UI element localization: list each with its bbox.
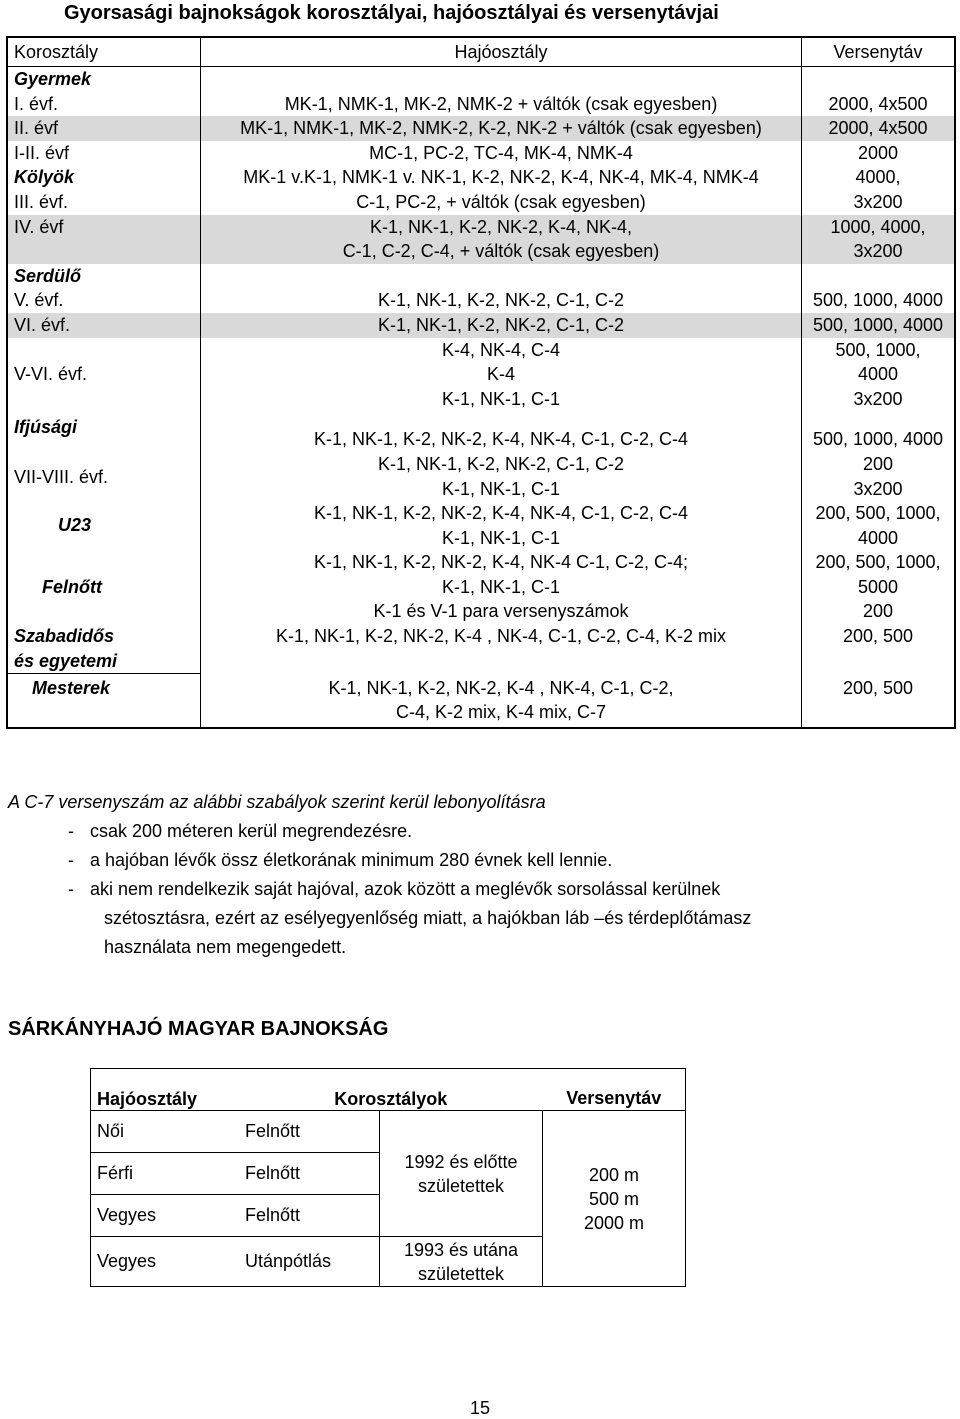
distance-line: 4000 — [857, 364, 899, 385]
boat-cell: K-1, NK-1, K-2, NK-2, K-4 , NK-4, C-1, C-2, C-4, K-2 mix — [201, 624, 802, 674]
boat-cell: MK-1, NMK-1, MK-2, NMK-2 + váltók (csak egyesben) — [201, 67, 802, 117]
distance-cell: 2000 — [857, 142, 899, 163]
birth-year-cell: 1993 és utána születettek — [380, 1237, 543, 1287]
boat-cell: MK-1, NMK-1, MK-2, NMK-2, K-2, NK-2 + váltók (csak egyesben) — [201, 116, 802, 141]
table-row — [7, 550, 955, 624]
distance-cell: 200, 500 — [842, 677, 914, 698]
table-row — [7, 313, 955, 338]
year-cell: V. évf. — [14, 290, 64, 311]
boat-class-cell: Vegyes — [91, 1195, 240, 1237]
distance-line: 3x200 — [853, 478, 903, 499]
distance-line: 500 m — [588, 1188, 640, 1209]
table-row — [7, 141, 955, 166]
boat-line: MK-1 v.K-1, NMK-1 v. NK-1, K-2, NK-2, K-4, NK-4, MK-4, NMK-4 — [243, 167, 759, 188]
distance-cell: 2000, 4x500 — [802, 116, 956, 141]
distance-line: 500, 1000, — [835, 339, 921, 360]
category-ifjusagi: Ifjúsági — [14, 417, 78, 438]
category-mesterek: Mesterek — [32, 678, 111, 699]
boat-line: K-1 és V-1 para versenyszámok — [373, 601, 629, 622]
distance-cell: 500, 1000, 4000 — [812, 290, 944, 311]
year-cell: I. évf. — [14, 93, 59, 114]
boat-cell: MC-1, PC-2, TC-4, MK-4, NMK-4 — [201, 141, 802, 166]
distance-line: 4000, — [855, 167, 901, 188]
age-class-cell: Felnőtt — [239, 1153, 380, 1195]
dash-bullet: - — [68, 850, 74, 870]
boat-class-cell: Női — [91, 1111, 240, 1153]
boat-line: K-1, NK-1, K-2, NK-2, K-4, NK-4, C-1, C-2, C-4 — [313, 429, 689, 450]
speed-championship-table — [6, 36, 956, 729]
list-item: - a hajóban lévők össz életkorának minimum 280 évnek kell lennie. — [8, 846, 751, 875]
boat-line: K-1, NK-1, K-2, NK-2, K-4, NK-4, C-1, C-2, C-4 — [313, 503, 689, 524]
rules-list — [8, 817, 751, 962]
category-felnott: Felnőtt — [42, 576, 102, 597]
table-row — [7, 501, 955, 550]
distance-cell: 2000, 4x500 — [828, 93, 928, 114]
boat-line: K-1, NK-1, C-1 — [441, 527, 561, 548]
distance-line: 200, 500, 1000, — [815, 503, 941, 524]
boat-cell: K-1, NK-1, K-2, NK-2, C-1, C-2 — [201, 264, 802, 313]
boat-cell: K-1, NK-1, K-2, NK-2, C-1, C-2 — [201, 313, 802, 338]
boat-class-cell: Vegyes — [97, 1251, 157, 1271]
distance-line: 200 — [862, 453, 894, 474]
header-korosztaly: Korosztály — [7, 37, 201, 67]
year-cell: III. évf. — [14, 191, 69, 212]
c7-rules — [8, 788, 751, 962]
table-row — [7, 215, 955, 264]
boat-line: K-4, NK-4, C-4 — [441, 339, 561, 360]
boat-line: K-4 — [486, 364, 515, 385]
year-cell: V-VI. évf. — [7, 338, 201, 412]
category-serdulo: Serdülő — [14, 265, 82, 286]
table-row — [7, 624, 955, 674]
table-row — [7, 116, 955, 141]
distance-line: 3x200 — [853, 191, 903, 212]
distance-line: 4000 — [857, 527, 899, 548]
distance-line: 200 m — [588, 1164, 640, 1185]
distance-line: 2000 m — [583, 1212, 645, 1233]
distance-line: 3x200 — [853, 388, 903, 409]
distance-line: 500, 1000, 4000 — [812, 429, 944, 450]
table-header-row — [7, 37, 955, 67]
boat-class-cell: Férfi — [91, 1153, 240, 1195]
age-class-cell: Felnőtt — [239, 1195, 380, 1237]
year-cell: II. évf — [7, 116, 201, 141]
header-korosztalyok: Korosztályok — [239, 1069, 543, 1111]
dash-bullet: - — [68, 821, 74, 841]
boat-line: C-1, PC-2, + váltók (csak egyesben) — [356, 191, 646, 212]
boat-line: K-1, NK-1, K-2, NK-2, K-4, NK-4 C-1, C-2, C-4; — [313, 552, 689, 573]
table-row — [7, 165, 955, 214]
boat-line: K-1, NK-1, C-1 — [441, 478, 561, 499]
dash-bullet: - — [68, 879, 74, 899]
rules-lead: A C-7 versenyszám az alábbi szabályok szerint kerül lebonyolításra — [8, 792, 546, 812]
year-cell: I-II. évf — [7, 141, 201, 166]
table-row — [7, 674, 955, 728]
dragon-boat-table — [90, 1068, 686, 1287]
table-header-row — [91, 1069, 686, 1111]
dragon-boat-heading: SÁRKÁNYHAJÓ MAGYAR BAJNOKSÁG — [8, 1018, 389, 1040]
header-versenytav: Versenytáv — [802, 37, 956, 67]
page-number: 15 — [469, 1398, 491, 1418]
category-kolyok: Kölyök — [14, 167, 75, 188]
distance-cell: 500, 1000, 4000 — [802, 313, 956, 338]
boat-line: K-1, NK-1, K-2, NK-2, K-4 , NK-4, C-1, C-2, — [328, 677, 674, 698]
list-item: - aki nem rendelkezik saját hajóval, azok között a meglévők sorsolással kerülnek szétosztásra, ezért az esélyegyenlőség miatt, a hajókban láb –és térdeplőtámasz használata nem megengedett. — [8, 875, 751, 962]
category-egyetemi: és egyetemi — [14, 650, 118, 671]
distance-cell: 200, 500 — [842, 626, 914, 647]
table-row — [7, 264, 955, 313]
birth-year-cell: 1992 és előtte születettek — [380, 1111, 543, 1237]
table-row — [7, 338, 955, 412]
boat-line: K-1, NK-1, K-2, NK-2, K-4, NK-4, — [369, 216, 633, 237]
year-cell: VII-VIII. évf. — [14, 466, 109, 487]
header-versenytav: Versenytáv — [543, 1069, 686, 1111]
page-title: Gyorsasági bajnokságok korosztályai, hajóosztályai és versenytávjai — [64, 2, 719, 24]
boat-line: C-1, C-2, C-4, + váltók (csak egyesben) — [342, 241, 660, 262]
category-gyermek: Gyermek — [14, 69, 92, 89]
list-item: - csak 200 méteren kerül megrendezésre. — [8, 817, 751, 846]
distance-line: 1000, 4000, — [830, 216, 926, 237]
boat-line: C-4, K-2 mix, K-4 mix, C-7 — [395, 702, 607, 723]
age-class-cell: Utánpótlás — [245, 1251, 332, 1271]
header-hajoosztaly: Hajóosztály — [201, 37, 802, 67]
table-row — [7, 67, 955, 117]
boat-line: K-1, NK-1, K-2, NK-2, C-1, C-2 — [377, 453, 625, 474]
distance-line: 3x200 — [853, 241, 903, 262]
year-cell: VI. évf. — [7, 313, 201, 338]
table-row — [7, 411, 955, 501]
year-cell: IV. évf — [7, 215, 201, 264]
category-u23: U23 — [58, 515, 92, 536]
category-szabadidos: Szabadidős — [14, 626, 115, 647]
age-class-cell: Felnőtt — [239, 1111, 380, 1153]
boat-line: K-1, NK-1, C-1 — [441, 576, 561, 597]
distance-line: 5000 — [857, 576, 899, 597]
header-hajoosztaly: Hajóosztály — [91, 1069, 240, 1111]
distance-line: 200 — [862, 601, 894, 622]
boat-line: K-1, NK-1, C-1 — [441, 388, 561, 409]
distance-line: 200, 500, 1000, — [815, 552, 941, 573]
table-row — [91, 1111, 686, 1153]
